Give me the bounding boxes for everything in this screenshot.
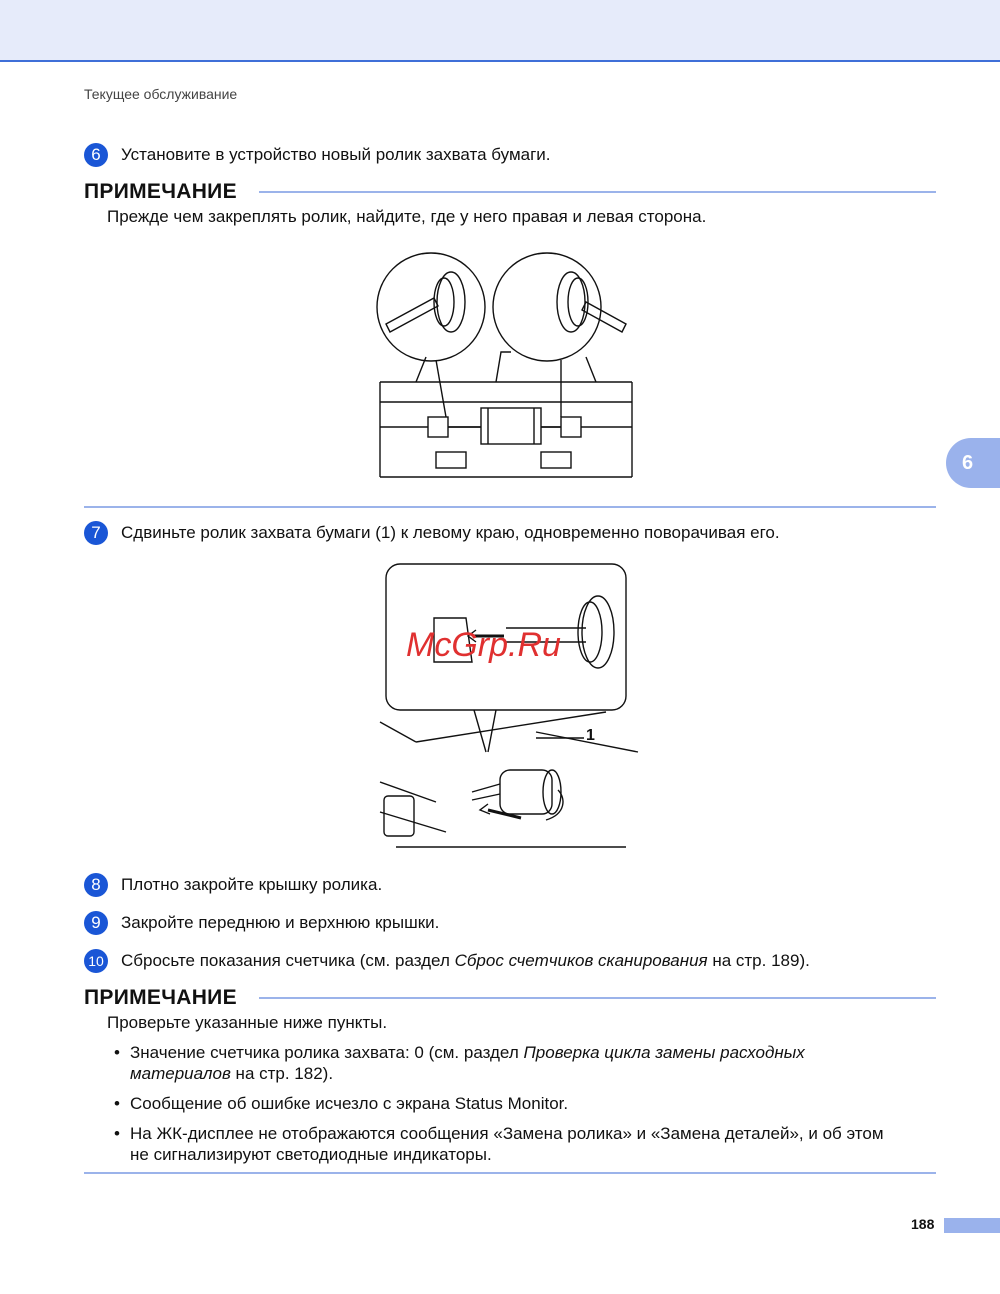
note-heading (84, 180, 936, 204)
step-number: 9 (84, 911, 108, 935)
list-item: • Сообщение об ошибке исчезло с экрана Status Monitor. (112, 1093, 892, 1114)
header-band (0, 0, 1000, 62)
step-text: Сбросьте показания счетчика (см. раздел Сброс счетчиков сканирования на стр. 189). (121, 951, 810, 970)
page-number-bar (944, 1218, 1000, 1233)
list-item: • Значение счетчика ролика захвата: 0 (см. раздел Проверка цикла замены расходных материалов на стр. 182). (112, 1042, 892, 1084)
step-8 (84, 873, 382, 897)
chapter-tab: 6 (946, 438, 1000, 488)
step-text: Сдвиньте ролик захвата бумаги (1) к левому краю, одновременно поворачивая его. (121, 523, 780, 542)
step-6 (84, 143, 551, 167)
step-text: Установите в устройство новый ролик захвата бумаги. (121, 145, 551, 164)
watermark: McGrp.Ru (406, 626, 561, 664)
note-rule (259, 997, 936, 999)
cross-reference: Проверка цикла замены расходных материалов (130, 1043, 805, 1083)
cross-reference: Сброс счетчиков сканирования (454, 951, 708, 970)
note-heading (84, 986, 936, 1010)
step-number: 10 (84, 949, 108, 973)
step-9 (84, 911, 439, 935)
list-item: • На ЖК-дисплее не отображаются сообщения «Замена ролика» и «Замена деталей», и об этом не сигнализируют светодиодные индикаторы. (112, 1123, 892, 1165)
roller-orientation-illustration (376, 252, 636, 480)
note-intro: Проверьте указанные ниже пункты. (107, 1013, 388, 1032)
step-text: Плотно закройте крышку ролика. (121, 875, 383, 894)
callout-1: 1 (586, 727, 595, 744)
step-number: 6 (84, 143, 108, 167)
running-head: Текущее обслуживание (84, 86, 238, 102)
step-text: Закройте переднюю и верхнюю крышки. (121, 913, 440, 932)
step-number: 8 (84, 873, 108, 897)
note-text: Прежде чем закреплять ролик, найдите, где у него правая и левая сторона. (107, 207, 707, 226)
check-list (112, 1042, 892, 1174)
step-7 (84, 521, 780, 545)
note-title: ПРИМЕЧАНИЕ (84, 986, 237, 1009)
page-number: 188 (911, 1216, 935, 1232)
note-end-divider (84, 1172, 936, 1174)
roller-slide-illustration (376, 562, 640, 850)
note-title: ПРИМЕЧАНИЕ (84, 180, 237, 203)
step-number: 7 (84, 521, 108, 545)
section-divider (84, 506, 936, 508)
note-rule (259, 191, 936, 193)
step-10 (84, 949, 810, 973)
